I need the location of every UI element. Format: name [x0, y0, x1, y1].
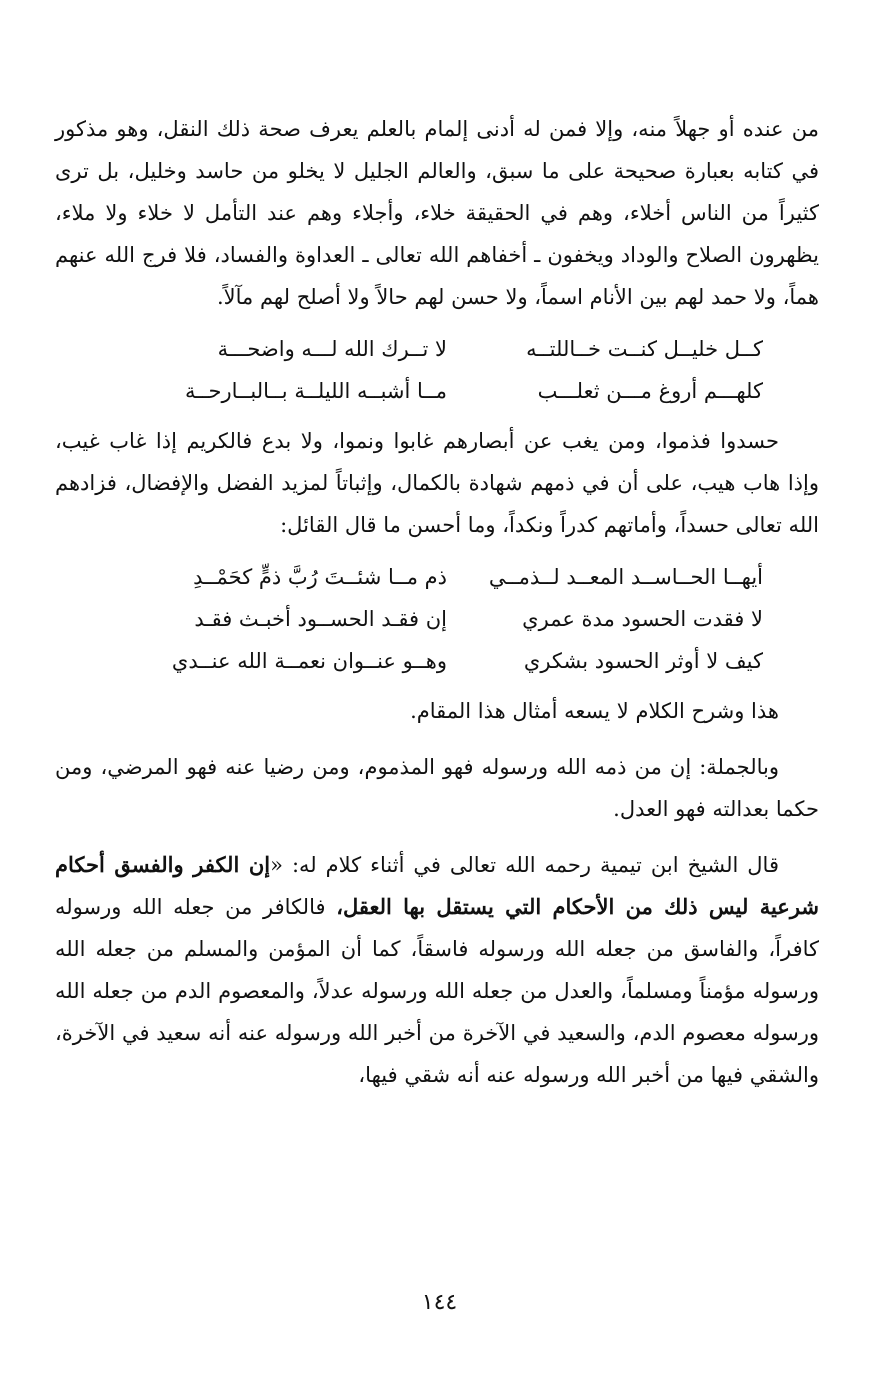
hemistich-first: كلهـــم أروغ مـــن ثعلـــب	[537, 379, 763, 403]
verse-3	[55, 640, 819, 682]
hemistich-second: مــا أشبــه الليلــة بــالبــارحــة	[184, 379, 447, 403]
verse-2	[55, 598, 819, 640]
quote-bold: إن الكفر والفسق أحكام شرعية ليس ذلك من الأحكام التي يستقل بها العقل،	[55, 852, 820, 919]
hemistich-second: إن فقـد الحســود أخبـث فقـد	[194, 607, 447, 631]
paragraph-5	[55, 844, 819, 1096]
verse-1	[55, 328, 819, 370]
hemistich-first: كيف لا أوثر الحسود بشكري	[523, 649, 763, 673]
quote-intro: قال الشيخ ابن تيمية رحمه الله تعالى في أثناء كلام له: «	[270, 853, 779, 877]
hemistich-first: أيهــا الحــاســد المعــد لــذمــي	[488, 565, 763, 589]
poem-2	[55, 556, 819, 682]
quote-rest: فالكافر من جعله الله ورسوله كافراً، والفاسق من جعله الله ورسوله فاسقاً، كما أن المؤمن والمسلم من جعله الله ورسوله مؤمناً ومسلماً، والعدل من جعله الله ورسوله عدلاً، والمعصوم الدم من جعله الله ورسوله معصوم الدم، والسعيد في الآخرة من أخبر الله ورسوله عنه أنه سعيد في الآخرة، والشقي فيها من أخبر الله ورسوله عنه أنه شقي فيها،	[55, 895, 819, 1087]
hemistich-second: ذم مــا شئــتَ رُبَّ ذمٍّ كحَمْــدِ	[193, 565, 447, 589]
hemistich-second: وهــو عنــوان نعمــة الله عنــدي	[171, 649, 447, 673]
page-number: ١٤٤	[421, 1290, 458, 1315]
page-body	[55, 108, 819, 1096]
paragraph-1: من عنده أو جهلاً منه، وإلا فمن له أدنى إلمام بالعلم يعرف صحة ذلك النقل، وهو مذكور في كتابه بعبارة صحيحة على ما سبق، والعالم الجليل لا يخلو من حاسد وخليل، بل ترى كثيراً من الناس أخلاء، وهم في الحقيقة خلاء، وأجلاء وهم عند التأمل لا خلاء ولا ملاء، يظهرون الصلاح والوداد ويخفون ـ أخفاهم الله تعالى ـ العداوة والفساد، فلا فرج الله عنهم هماً، ولا حمد لهم بين الأنام اسماً، ولا حسن لهم حالاً ولا أصلح لهم مآلاً.	[55, 117, 819, 309]
paragraph-4: وبالجملة: إن من ذمه الله ورسوله فهو المذموم، ومن رضيا عنه فهو المرضي، ومن حكما بعدالته فهو العدل.	[55, 755, 819, 821]
hemistich-first: كــل خليــل كنــت خــاللتــه	[526, 337, 763, 361]
paragraph-2: حسدوا فذموا، ومن يغب عن أبصارهم غابوا ونموا، ولا بدع فالكريم إذا غاب غيب، وإذا هاب هيب، على أن في ذمهم شهادة بالكمال، وإثباتاً لمزيد الفضل والإفضال، فزادهم الله تعالى حسداً، وأماتهم كدراً ونكداً، وما أحسن ما قال القائل:	[55, 429, 819, 537]
verse-1	[55, 556, 819, 598]
paragraph-3: هذا وشرح الكلام لا يسعه أمثال هذا المقام.	[410, 699, 779, 723]
hemistich-first: لا فقدت الحسود مدة عمري	[522, 607, 763, 631]
hemistich-second: لا تــرك الله لـــه واضحـــة	[217, 337, 447, 361]
verse-2	[55, 370, 819, 412]
poem-1	[55, 328, 819, 412]
